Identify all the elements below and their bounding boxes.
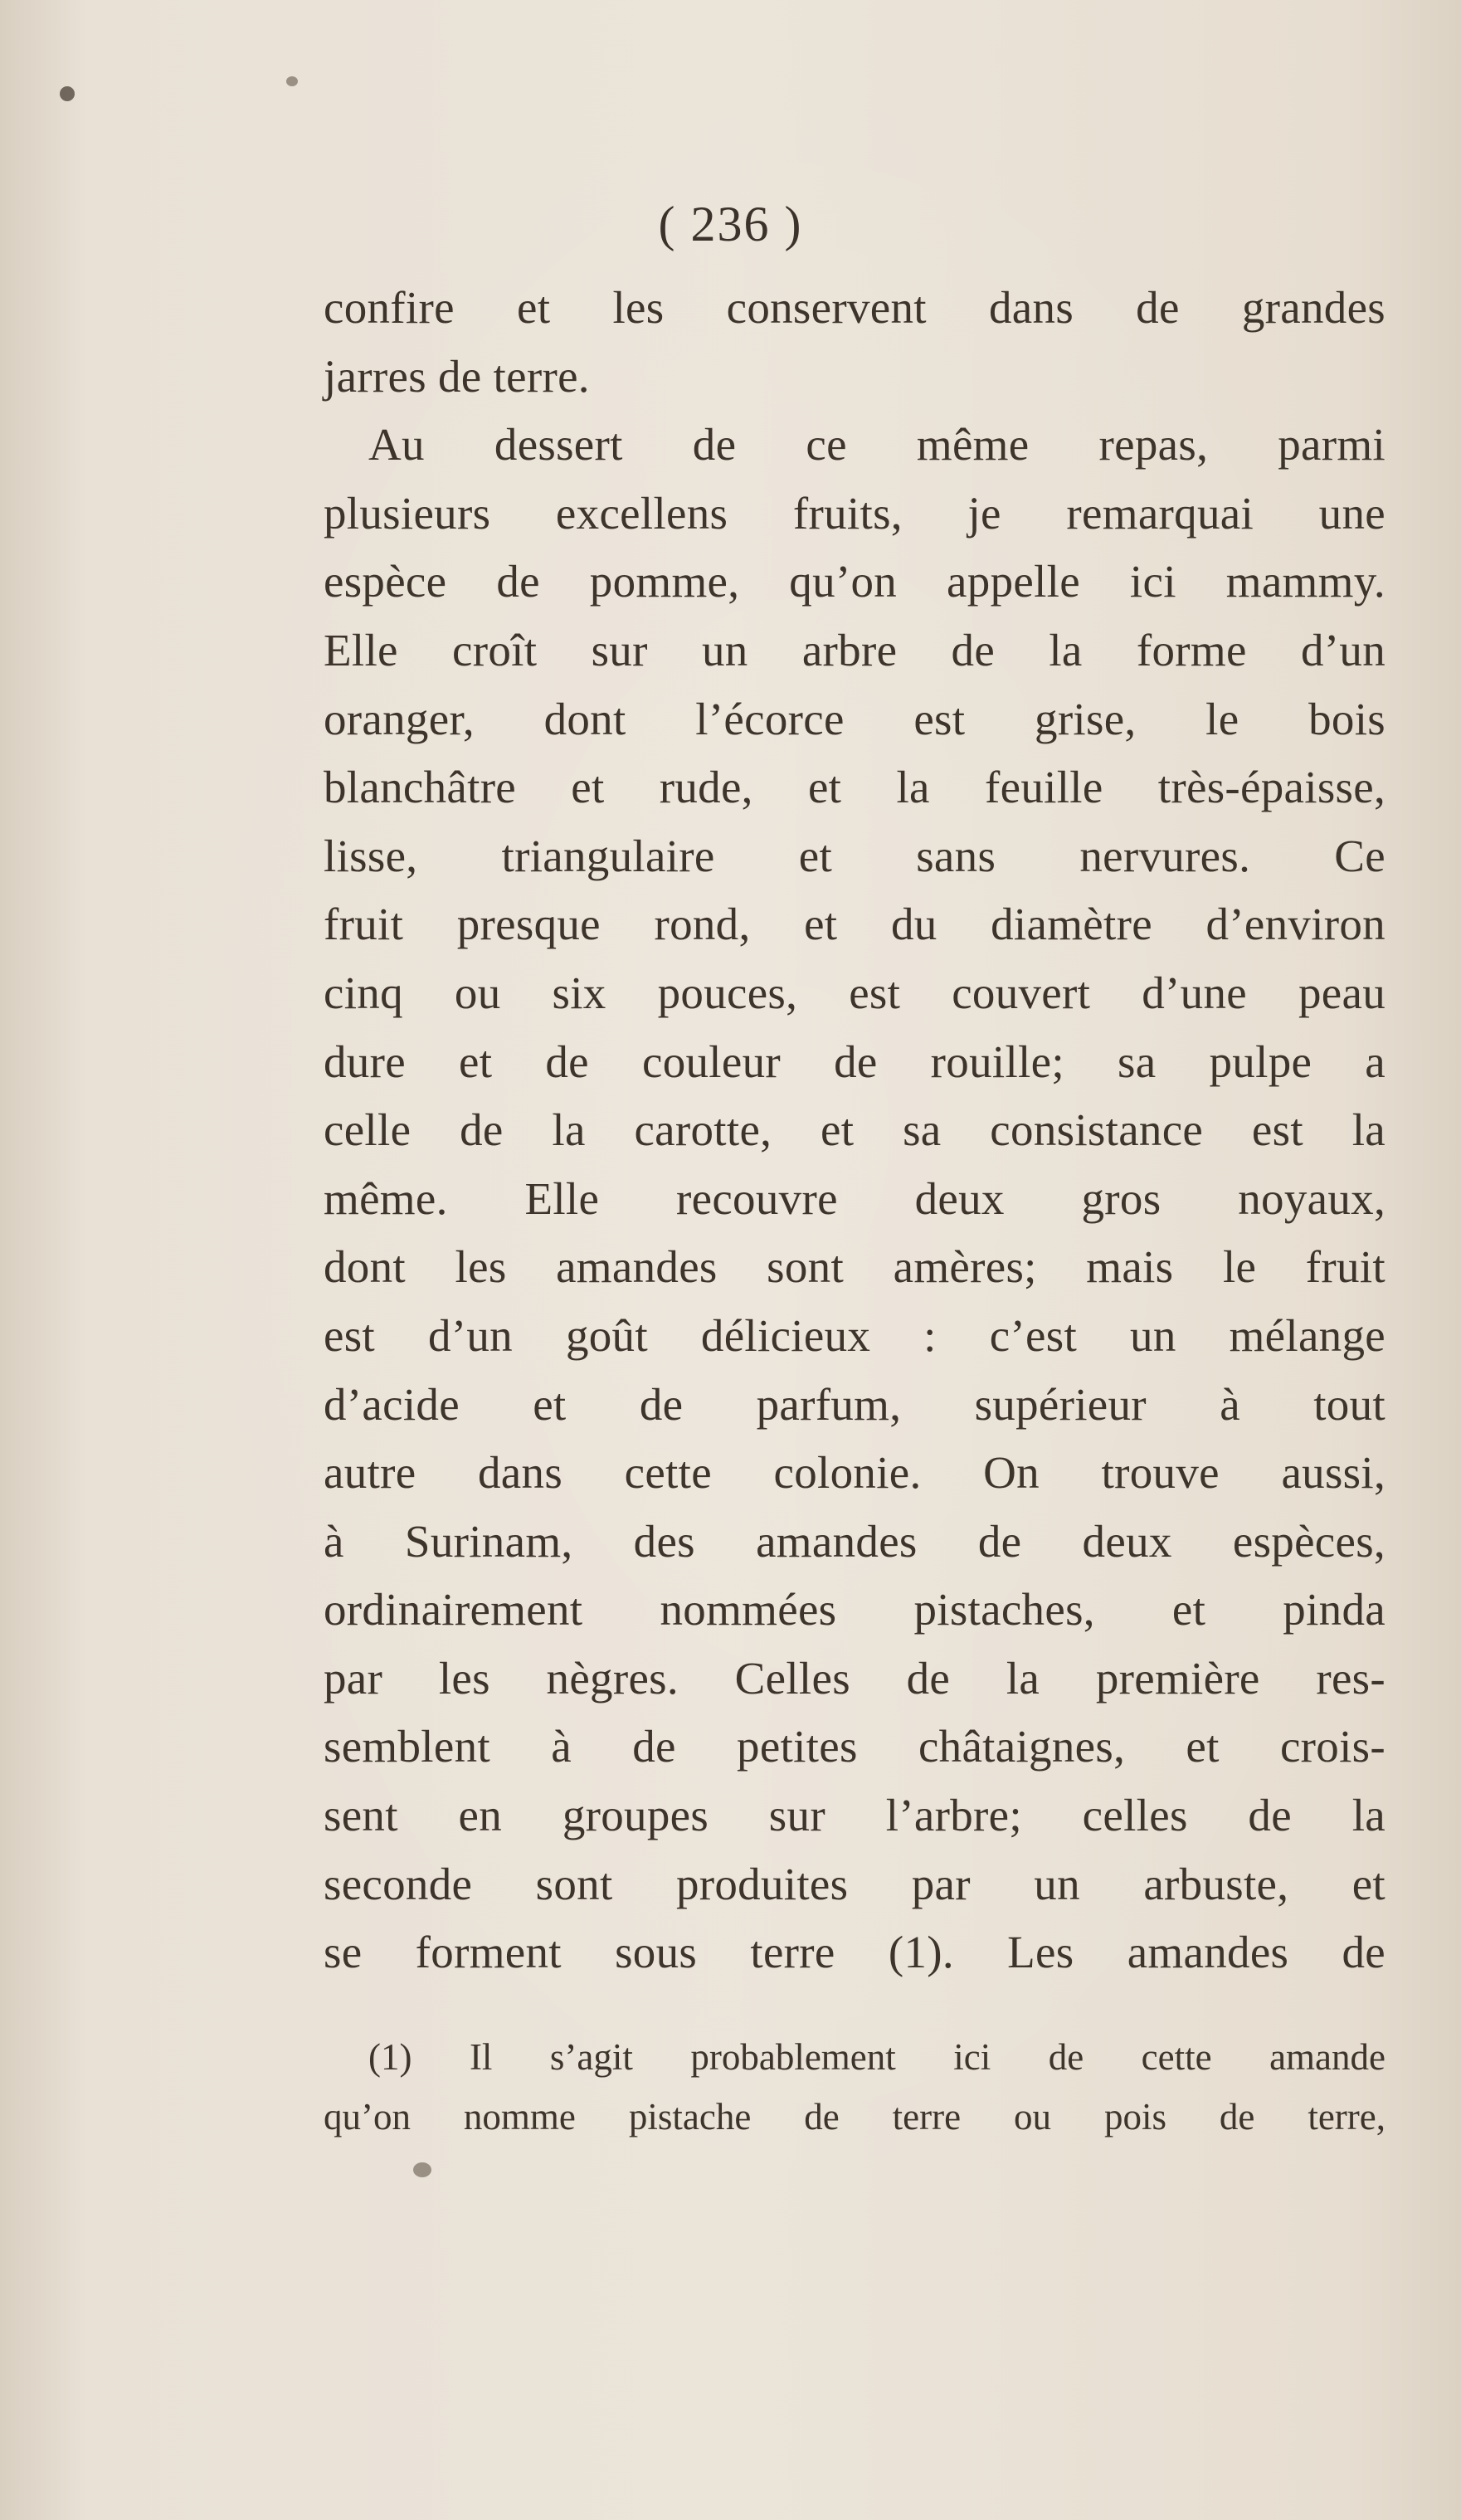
- footnote-line: (1) Il s’agit probablement ici de cette amande: [368, 2036, 1386, 2078]
- text-line: dure et de couleur de rouille; sa pulpe a: [324, 1036, 1386, 1087]
- text-line: autre dans cette colonie. On trouve aussi,: [324, 1447, 1386, 1499]
- text-line: cinq ou six pouces, est couvert d’une peau: [324, 967, 1386, 1018]
- text-line: fruit presque rond, et du diamètre d’environ: [324, 899, 1386, 950]
- text-line: par les nègres. Celles de la première res-: [324, 1652, 1386, 1704]
- text-line: blanchâtre et rude, et la feuille très-épaisse,: [324, 762, 1386, 813]
- text-line: confire et les conservent dans de grandes: [324, 282, 1386, 333]
- text-line: est d’un goût délicieux : c’est un mélange: [324, 1309, 1386, 1361]
- text-line: se forment sous terre (1). Les amandes de: [324, 1927, 1386, 1978]
- footnote-line: qu’on nomme pistache de terre ou pois de terre,: [324, 2096, 1386, 2137]
- text-line: d’acide et de parfum, supérieur à tout: [324, 1378, 1386, 1430]
- text-line: à Surinam, des amandes de deux espèces,: [324, 1515, 1386, 1567]
- page-number: ( 236 ): [658, 197, 803, 251]
- text-line: ordinairement nommées pistaches, et pinda: [324, 1584, 1386, 1635]
- text-line: sent en groupes sur l’arbre; celles de la: [324, 1790, 1386, 1841]
- text-line: dont les amandes sont amères; mais le fruit: [324, 1241, 1386, 1293]
- body-text: [324, 274, 1386, 1987]
- text-line: seconde sont produites par un arbuste, et: [324, 1858, 1386, 1909]
- text-line: Au dessert de ce même repas, parmi: [368, 419, 1386, 470]
- text-line: oranger, dont l’écorce est grise, le bois: [324, 693, 1386, 744]
- ink-spot: [286, 76, 298, 86]
- ink-spot: [60, 86, 75, 101]
- text-line: celle de la carotte, et sa consistance est la: [324, 1104, 1386, 1156]
- footnote: [324, 2027, 1386, 2147]
- ink-spot: [413, 2162, 431, 2177]
- text-line: Elle croît sur un arbre de la forme d’un: [324, 624, 1386, 675]
- text-line: plusieurs excellens fruits, je remarquai une: [324, 487, 1386, 539]
- text-line: lisse, triangulaire et sans nervures. Ce: [324, 830, 1386, 881]
- text-line: jarres de terre.: [324, 350, 590, 402]
- text-line: espèce de pomme, qu’on appelle ici mammy.: [324, 556, 1386, 607]
- text-line: semblent à de petites châtaignes, et crois-: [324, 1721, 1386, 1772]
- text-line: même. Elle recouvre deux gros noyaux,: [324, 1172, 1386, 1224]
